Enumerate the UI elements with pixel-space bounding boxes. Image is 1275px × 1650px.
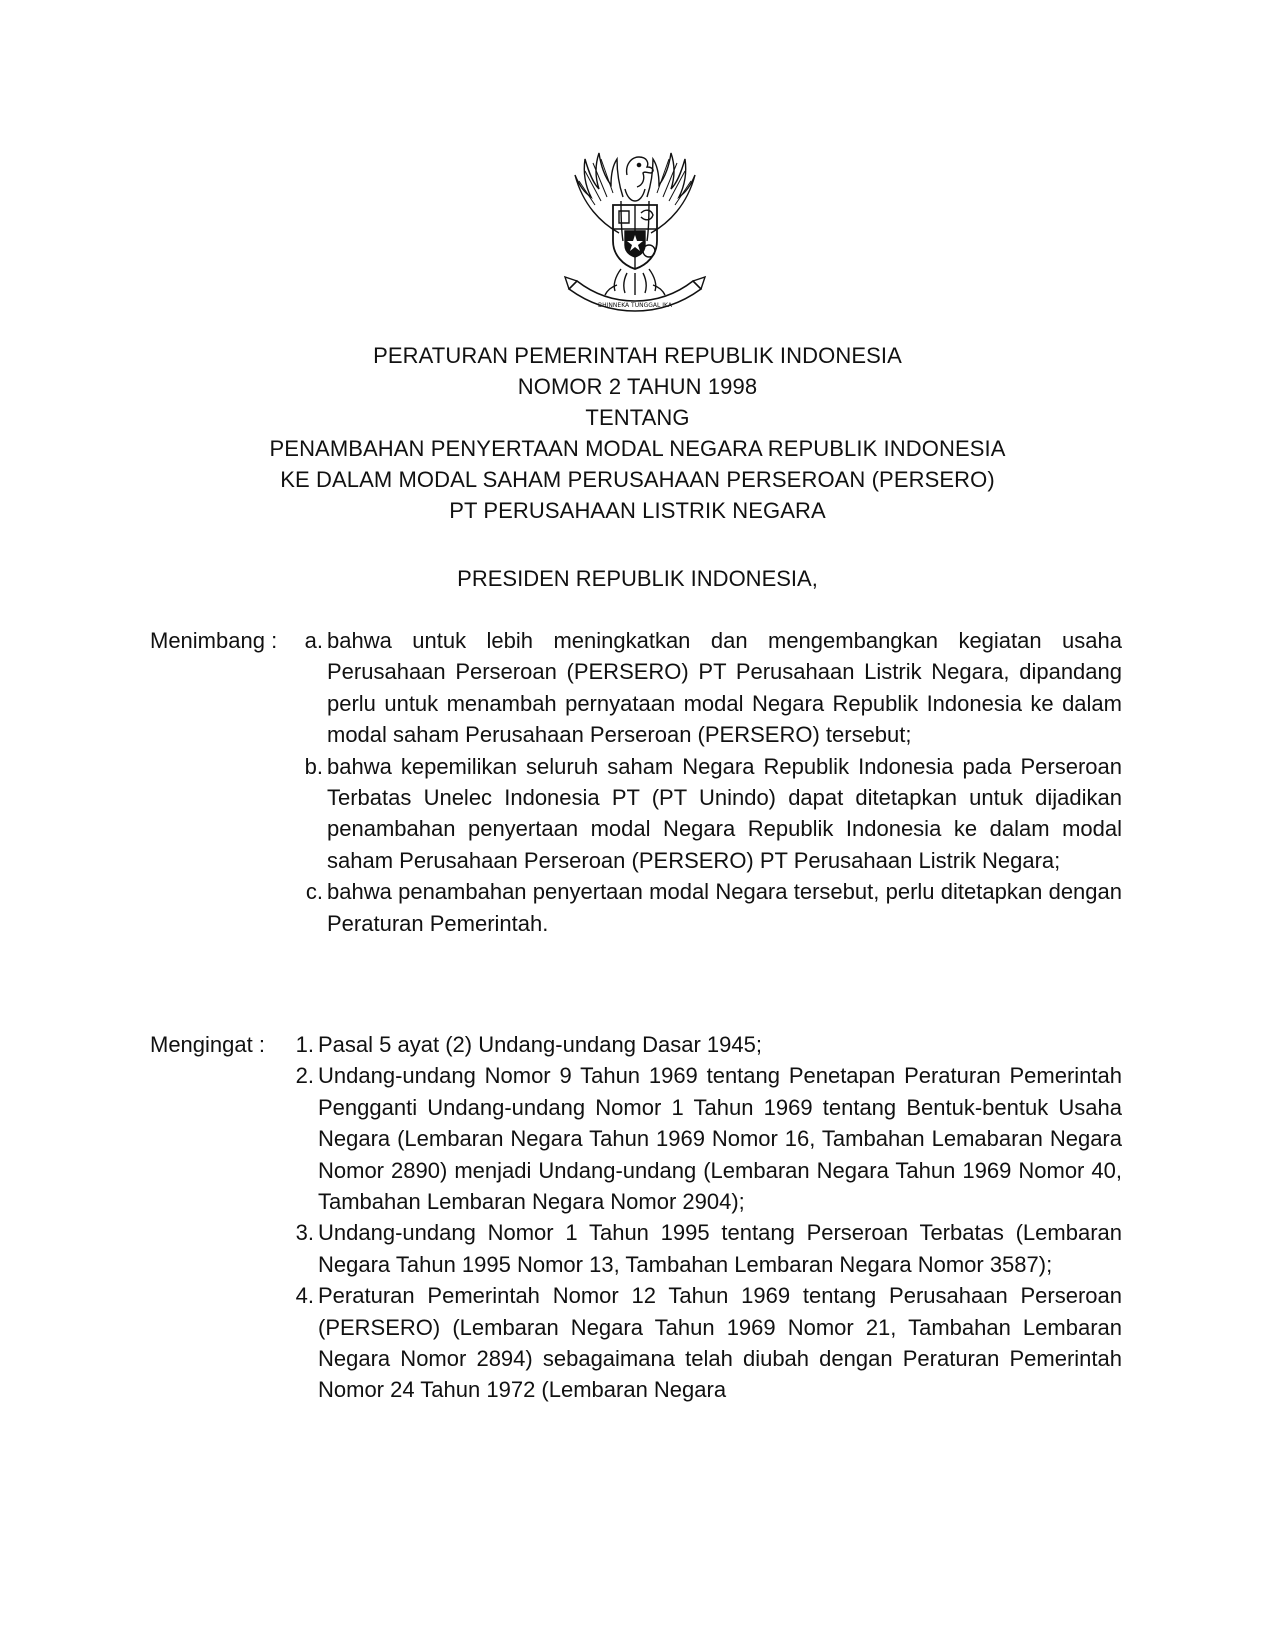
item-marker: 2. <box>295 1063 314 1089</box>
president-heading: PRESIDEN REPUBLIK INDONESIA, <box>457 566 818 591</box>
list-item <box>295 1060 1122 1217</box>
item-marker: 1. <box>295 1032 314 1057</box>
garuda-pancasila-emblem-icon <box>555 145 715 313</box>
item-text: Undang-undang Nomor 1 Tahun 1995 tentang Perseroan Terbatas (Lembaran Negara Tahun 1995 Nomor 13, Tambahan Lembaran Negara Nomor 3587); <box>318 1220 1122 1277</box>
item-marker: 3. <box>295 1220 314 1246</box>
item-text: Undang-undang Nomor 9 Tahun 1969 tentang Penetapan Peraturan Pemerintah Pengganti Undang-undang Nomor 1 Tahun 1969 tentang Bentuk-bentuk Usaha Negara (Lembaran Negara Tahun 1969 Nomor 16, Tambahan Lemabaran Negara Nomor 2890) menjadi Undang-undang (Lembaran Negara Tahun 1969 Nomor 40, Tambahan Lembaran Negara Nomor 2904); <box>318 1063 1122 1215</box>
menimbang-label: Menimbang : <box>150 628 278 653</box>
item-marker: b. <box>304 753 323 779</box>
mengingat-list <box>295 1029 1122 1406</box>
item-text: bahwa kepemilikan seluruh saham Negara Republik Indonesia pada Perseroan Terbatas Unelec Indonesia PT (PT Unindo) dapat ditetapkan untuk dijadikan penambahan penyertaan modal Negara Republik Indonesia ke dalam modal saham Perusahaan Perseroan (PERSERO) PT Perusahaan Listrik Negara; <box>327 753 1122 873</box>
list-item <box>304 625 1122 751</box>
mengingat-label: Mengingat : <box>150 1032 265 1057</box>
emblem-graphic <box>555 145 715 313</box>
list-item <box>305 876 1122 939</box>
list-item <box>295 1029 1122 1060</box>
item-text: bahwa untuk lebih meningkatkan dan mengembangkan kegiatan usaha Perusahaan Perseroan (PERSERO) PT Perusahaan Listrik Negara, dipandang perlu untuk menambah pernyataan modal Negara Republik Indonesia ke dalam modal saham Perusahaan Perseroan (PERSERO) tersebut; <box>327 628 1122 748</box>
item-marker: 4. <box>295 1283 314 1309</box>
emblem-motto: BHINNEKA TUNGGAL IKA <box>598 302 672 309</box>
item-marker: a. <box>304 628 323 653</box>
list-item <box>295 1217 1122 1280</box>
title-line: PENAMBAHAN PENYERTAAN MODAL NEGARA REPUBLIK INDONESIA <box>269 436 1006 461</box>
title-line: PT PERUSAHAAN LISTRIK NEGARA <box>449 498 826 523</box>
title-line: PERATURAN PEMERINTAH REPUBLIK INDONESIA <box>373 343 902 368</box>
title-line: NOMOR 2 TAHUN 1998 <box>517 374 758 399</box>
item-text: bahwa penambahan penyertaan modal Negara tersebut, perlu ditetapkan dengan Peraturan Pemerintah. <box>327 879 1122 936</box>
item-text: Pasal 5 ayat (2) Undang-undang Dasar 1945; <box>318 1032 762 1057</box>
list-item <box>295 1280 1122 1406</box>
title-line: TENTANG <box>585 405 690 430</box>
menimbang-list <box>304 625 1122 939</box>
item-text: Peraturan Pemerintah Nomor 12 Tahun 1969 tentang Perusahaan Perseroan (PERSERO) (Lembaran Negara Tahun 1969 Nomor 21, Tambahan Lembaran Negara Nomor 2894) sebagaimana telah diubah dengan Peraturan Pemerintah Nomor 24 Tahun 1972 (Lembaran Negara <box>318 1283 1122 1403</box>
regulation-title <box>0 340 1275 526</box>
title-line: KE DALAM MODAL SAHAM PERUSAHAAN PERSEROAN (PERSERO) <box>280 467 995 492</box>
item-marker: c. <box>305 879 323 905</box>
list-item <box>304 751 1122 877</box>
